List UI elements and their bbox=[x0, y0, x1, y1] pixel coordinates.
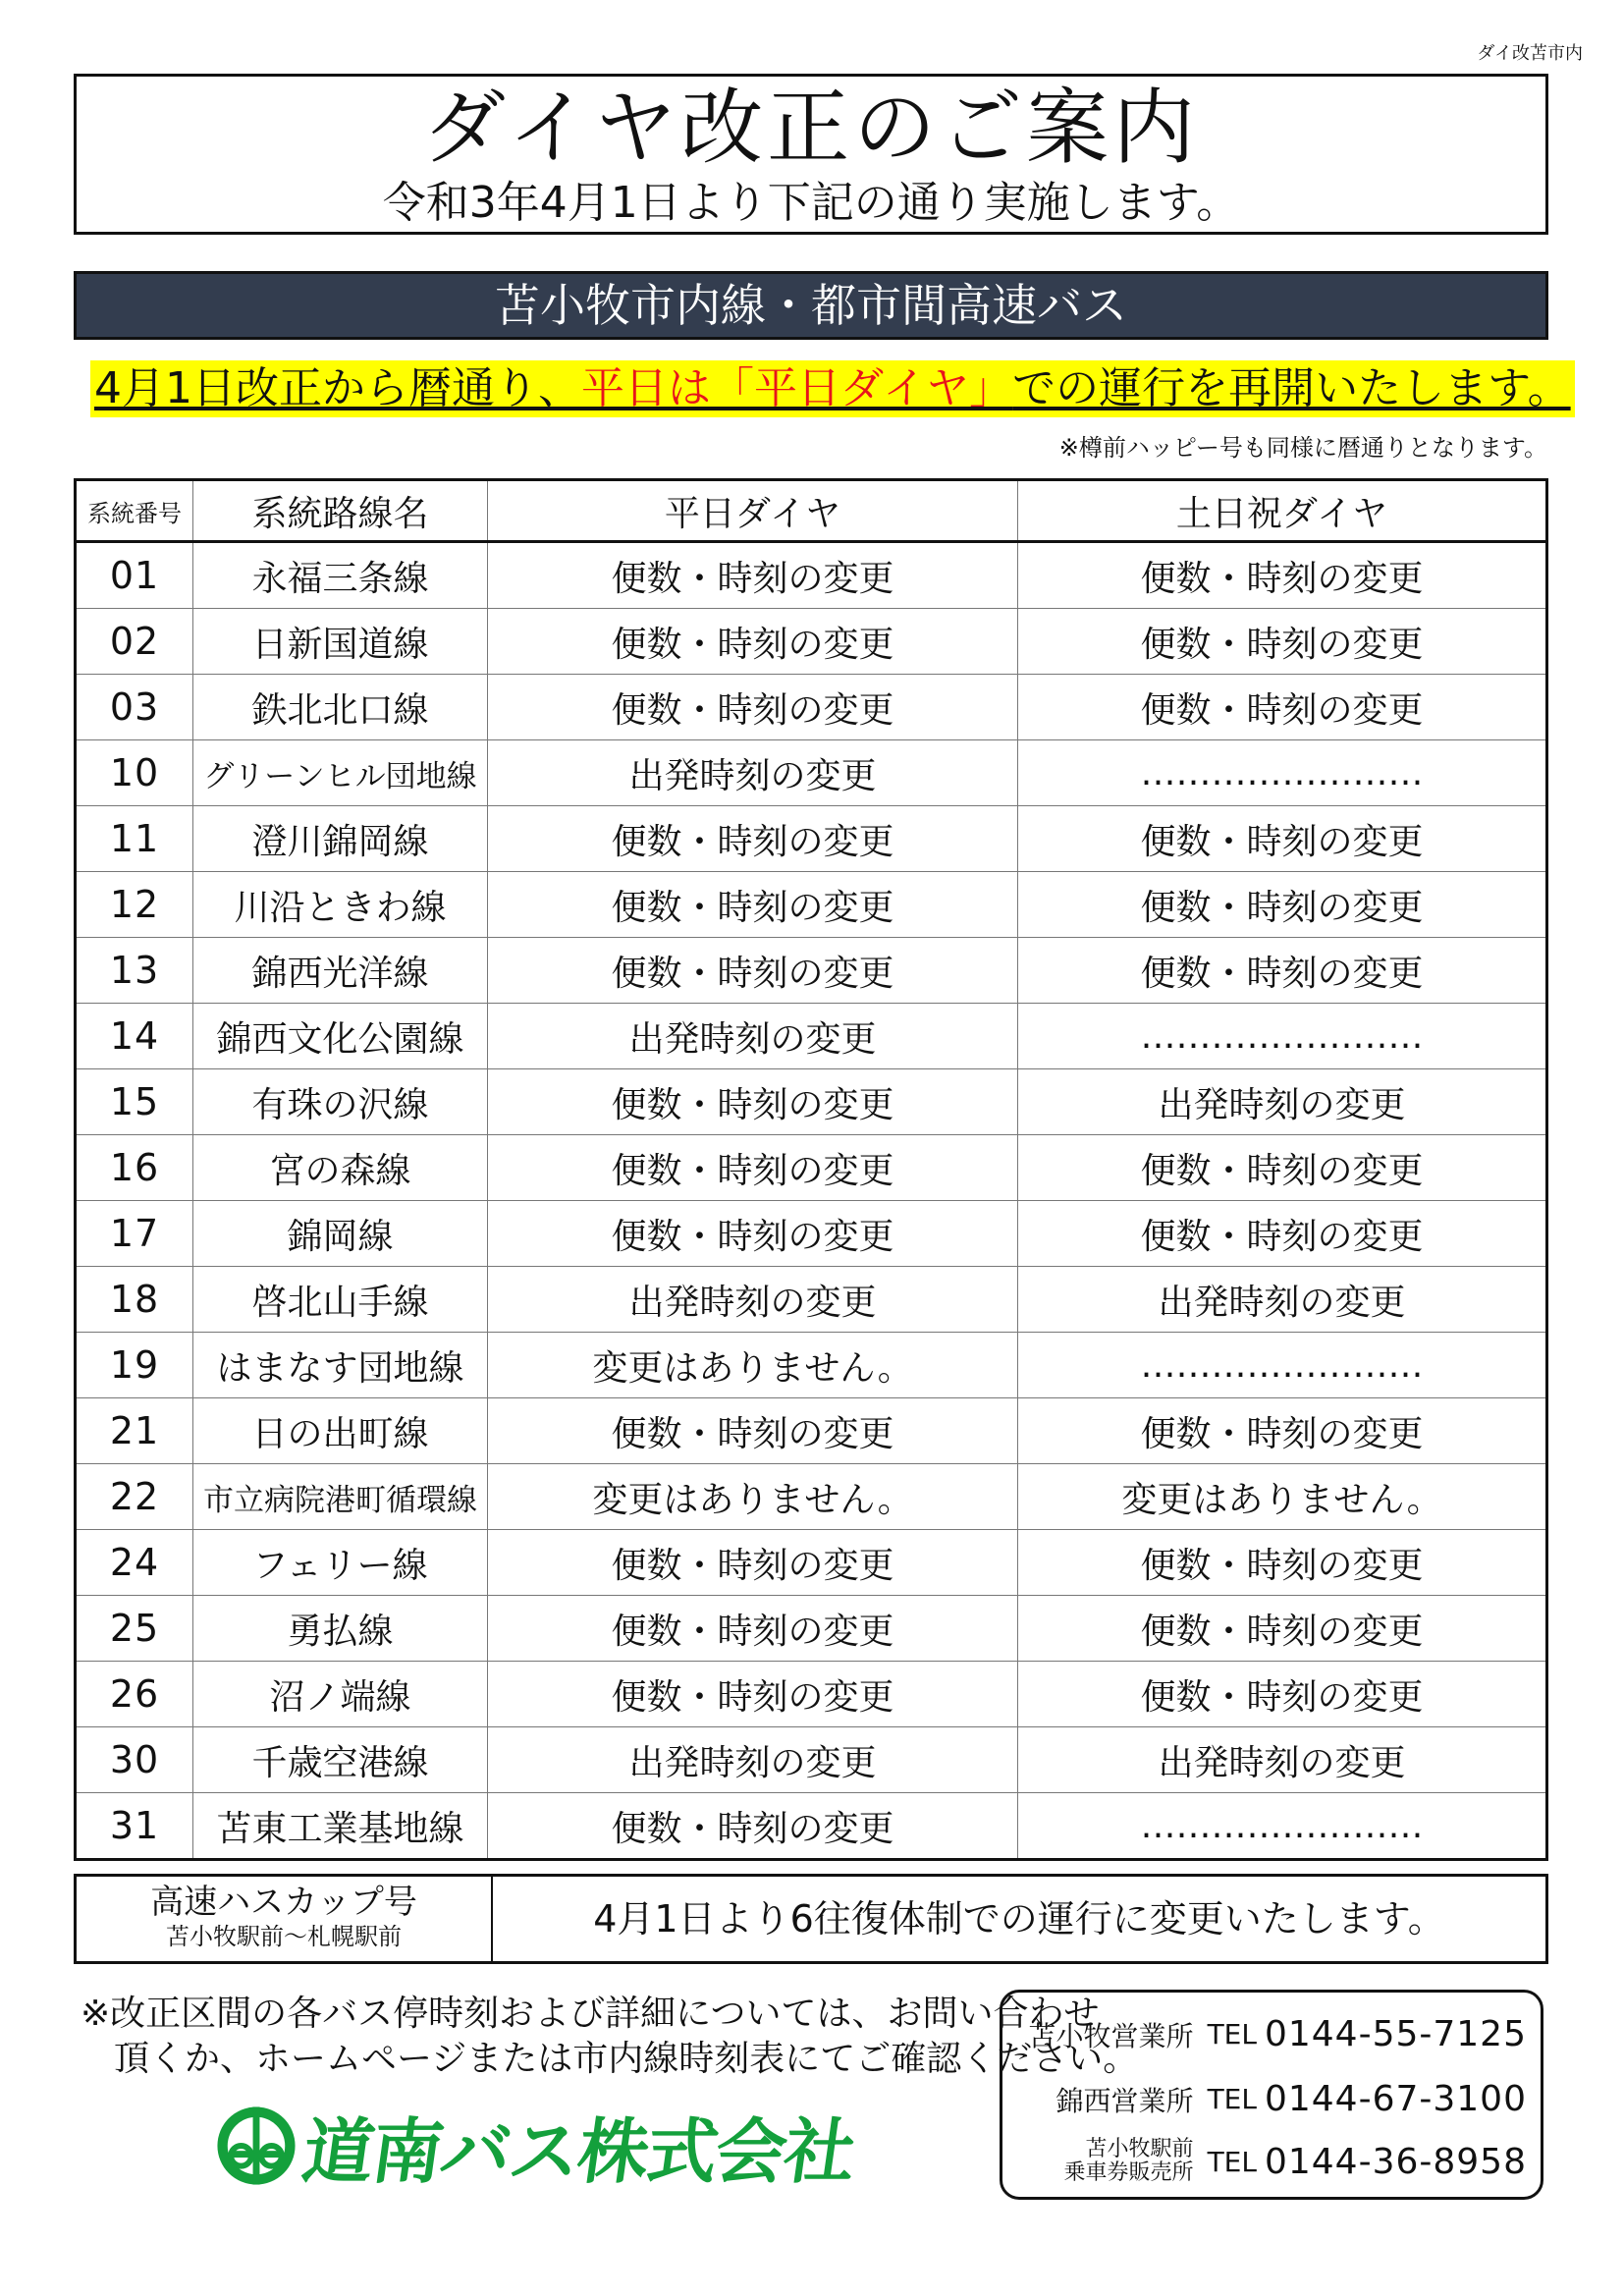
table-row bbox=[76, 1727, 1547, 1793]
notice-part1: 4月1日改正から暦通り、 bbox=[94, 363, 581, 413]
hascup-name-cell bbox=[77, 1877, 493, 1961]
table-row bbox=[76, 1530, 1547, 1596]
route-name: グリーンヒル団地線 bbox=[193, 740, 488, 806]
footer-note bbox=[81, 1992, 1138, 2082]
route-name: フェリー線 bbox=[193, 1530, 488, 1596]
holiday-schedule: 便数・時刻の変更 bbox=[1018, 872, 1547, 938]
footer-note-line2: 頂くか、ホームページまたは市内線時刻表にてご確認ください。 bbox=[114, 2039, 1139, 2079]
notice-part3: での運行を再開いたします。 bbox=[1012, 363, 1571, 413]
holiday-schedule: 変更はありません。 bbox=[1018, 1464, 1547, 1530]
office-name-line1: 苫小牧駅前 bbox=[1085, 2137, 1194, 2161]
weekday-schedule: 便数・時刻の変更 bbox=[488, 1069, 1018, 1135]
table-row bbox=[76, 609, 1547, 675]
weekday-schedule: 便数・時刻の変更 bbox=[488, 675, 1018, 740]
route-name: 日の出町線 bbox=[193, 1398, 488, 1464]
holiday-schedule: 出発時刻の変更 bbox=[1018, 1069, 1547, 1135]
weekday-schedule: 出発時刻の変更 bbox=[488, 1267, 1018, 1333]
weekday-schedule: 変更はありません。 bbox=[488, 1333, 1018, 1398]
office-name: 苫小牧営業所 bbox=[1028, 2019, 1194, 2052]
weekday-schedule: 便数・時刻の変更 bbox=[488, 938, 1018, 1004]
route-number: 21 bbox=[76, 1398, 193, 1464]
route-name: 錦西文化公園線 bbox=[193, 1004, 488, 1069]
office-name-line2: 乗車券販売所 bbox=[1063, 2160, 1194, 2185]
table-row bbox=[76, 1793, 1547, 1860]
contact-box bbox=[1000, 1990, 1543, 2200]
table-header-row bbox=[76, 480, 1547, 542]
route-number: 30 bbox=[76, 1727, 193, 1793]
table-row bbox=[76, 872, 1547, 938]
notice-part2-red: 平日は「平日ダイヤ」 bbox=[581, 363, 1013, 413]
hascup-info: 4月1日より6往復体制での運行に変更いたします。 bbox=[593, 1897, 1445, 1941]
route-name: 苫東工業基地線 bbox=[193, 1793, 488, 1860]
small-note: ※樽前ハッピー号も同様に暦通りとなります。 bbox=[1058, 434, 1547, 462]
route-number: 19 bbox=[76, 1333, 193, 1398]
route-name: 市立病院港町循環線 bbox=[193, 1464, 488, 1530]
route-name: 有珠の沢線 bbox=[193, 1069, 488, 1135]
company-mark-icon bbox=[214, 2104, 298, 2188]
table-row bbox=[76, 806, 1547, 872]
page-subtitle: 令和3年4月1日より下記の通り実施します。 bbox=[382, 178, 1240, 228]
holiday-schedule: 便数・時刻の変更 bbox=[1018, 609, 1547, 675]
holiday-schedule: 便数・時刻の変更 bbox=[1018, 1135, 1547, 1201]
weekday-schedule: 出発時刻の変更 bbox=[488, 740, 1018, 806]
hascup-name: 高速ハスカップ号 bbox=[150, 1883, 417, 1922]
holiday-schedule: 出発時刻の変更 bbox=[1018, 1267, 1547, 1333]
office-name bbox=[1064, 2138, 1194, 2185]
table-row bbox=[76, 1464, 1547, 1530]
route-number: 31 bbox=[76, 1793, 193, 1860]
page-title: ダイヤ改正のご案内 bbox=[422, 80, 1200, 176]
route-number: 17 bbox=[76, 1201, 193, 1267]
table-row bbox=[76, 1267, 1547, 1333]
footer-note-line1: ※改正区間の各バス停時刻および詳細については、お問い合わせ bbox=[81, 1994, 1100, 2034]
header-route-number: 系統番号 bbox=[76, 480, 193, 542]
weekday-schedule: 便数・時刻の変更 bbox=[488, 609, 1018, 675]
holiday-schedule: …………………… bbox=[1018, 1004, 1547, 1069]
holiday-schedule: …………………… bbox=[1018, 740, 1547, 806]
weekday-schedule: 変更はありません。 bbox=[488, 1464, 1018, 1530]
company-name: 道南バス株式会社 bbox=[298, 2110, 860, 2193]
route-number: 25 bbox=[76, 1596, 193, 1662]
route-number: 15 bbox=[76, 1069, 193, 1135]
route-number: 22 bbox=[76, 1464, 193, 1530]
title-box bbox=[74, 74, 1548, 235]
weekday-schedule: 便数・時刻の変更 bbox=[488, 1201, 1018, 1267]
route-number: 26 bbox=[76, 1662, 193, 1727]
table-row bbox=[76, 1135, 1547, 1201]
route-number: 13 bbox=[76, 938, 193, 1004]
route-name: 日新国道線 bbox=[193, 609, 488, 675]
table-row bbox=[76, 740, 1547, 806]
tel-label: TEL bbox=[1207, 2083, 1257, 2115]
route-number: 02 bbox=[76, 609, 193, 675]
route-name: 錦西光洋線 bbox=[193, 938, 488, 1004]
route-number: 10 bbox=[76, 740, 193, 806]
holiday-schedule: 出発時刻の変更 bbox=[1018, 1727, 1547, 1793]
holiday-schedule: …………………… bbox=[1018, 1333, 1547, 1398]
route-number: 03 bbox=[76, 675, 193, 740]
tel-label: TEL bbox=[1207, 2145, 1257, 2178]
weekday-schedule: 便数・時刻の変更 bbox=[488, 806, 1018, 872]
contact-row bbox=[1064, 2138, 1527, 2185]
tel-number[interactable]: 0144-36-8958 bbox=[1264, 2141, 1527, 2182]
route-number: 24 bbox=[76, 1530, 193, 1596]
tel-number[interactable]: 0144-55-7125 bbox=[1264, 2014, 1527, 2054]
table-row bbox=[76, 1662, 1547, 1727]
holiday-schedule: 便数・時刻の変更 bbox=[1018, 938, 1547, 1004]
weekday-schedule: 便数・時刻の変更 bbox=[488, 542, 1018, 609]
section-band: 苫小牧市内線・都市間高速バス bbox=[74, 271, 1548, 340]
weekday-schedule: 便数・時刻の変更 bbox=[488, 1530, 1018, 1596]
route-name: 千歳空港線 bbox=[193, 1727, 488, 1793]
route-number: 12 bbox=[76, 872, 193, 938]
table-row bbox=[76, 1004, 1547, 1069]
header-route-name: 系統路線名 bbox=[193, 480, 488, 542]
holiday-schedule: 便数・時刻の変更 bbox=[1018, 1398, 1547, 1464]
hascup-box bbox=[74, 1874, 1548, 1964]
table-row bbox=[76, 938, 1547, 1004]
table-row bbox=[76, 675, 1547, 740]
contact-row bbox=[1056, 2079, 1527, 2119]
header-holiday: 土日祝ダイヤ bbox=[1018, 480, 1547, 542]
document-code: ダイ改苫市内 bbox=[1477, 43, 1583, 64]
route-number: 01 bbox=[76, 542, 193, 609]
route-name: 沼ノ端線 bbox=[193, 1662, 488, 1727]
holiday-schedule: 便数・時刻の変更 bbox=[1018, 675, 1547, 740]
route-name: 啓北山手線 bbox=[193, 1267, 488, 1333]
routes-table bbox=[74, 478, 1548, 1861]
route-name: 宮の森線 bbox=[193, 1135, 488, 1201]
route-number: 16 bbox=[76, 1135, 193, 1201]
holiday-schedule: 便数・時刻の変更 bbox=[1018, 806, 1547, 872]
route-name: 川沿ときわ線 bbox=[193, 872, 488, 938]
route-name: 永福三条線 bbox=[193, 542, 488, 609]
weekday-schedule: 便数・時刻の変更 bbox=[488, 1135, 1018, 1201]
weekday-schedule: 便数・時刻の変更 bbox=[488, 1398, 1018, 1464]
weekday-schedule: 出発時刻の変更 bbox=[488, 1727, 1018, 1793]
header-weekday: 平日ダイヤ bbox=[488, 480, 1018, 542]
weekday-schedule: 便数・時刻の変更 bbox=[488, 1596, 1018, 1662]
holiday-schedule: 便数・時刻の変更 bbox=[1018, 1201, 1547, 1267]
table-row bbox=[76, 542, 1547, 609]
table-row bbox=[76, 1398, 1547, 1464]
route-name: 澄川錦岡線 bbox=[193, 806, 488, 872]
holiday-schedule: 便数・時刻の変更 bbox=[1018, 1662, 1547, 1727]
weekday-schedule: 便数・時刻の変更 bbox=[488, 1793, 1018, 1860]
holiday-schedule: 便数・時刻の変更 bbox=[1018, 542, 1547, 609]
weekday-schedule: 便数・時刻の変更 bbox=[488, 1662, 1018, 1727]
tel-label: TEL bbox=[1207, 2018, 1257, 2050]
holiday-schedule: …………………… bbox=[1018, 1793, 1547, 1860]
weekday-schedule: 出発時刻の変更 bbox=[488, 1004, 1018, 1069]
contact-row bbox=[1029, 2014, 1527, 2054]
tel-number[interactable]: 0144-67-3100 bbox=[1264, 2079, 1527, 2119]
table-row bbox=[76, 1596, 1547, 1662]
hascup-route: 苫小牧駅前～札幌駅前 bbox=[166, 1923, 402, 1950]
table-row bbox=[76, 1333, 1547, 1398]
route-number: 11 bbox=[76, 806, 193, 872]
route-name: はまなす団地線 bbox=[193, 1333, 488, 1398]
holiday-schedule: 便数・時刻の変更 bbox=[1018, 1530, 1547, 1596]
table-row bbox=[76, 1201, 1547, 1267]
route-number: 14 bbox=[76, 1004, 193, 1069]
route-name: 勇払線 bbox=[193, 1596, 488, 1662]
office-name: 錦西営業所 bbox=[1056, 2084, 1194, 2117]
holiday-schedule: 便数・時刻の変更 bbox=[1018, 1596, 1547, 1662]
route-name: 鉄北北口線 bbox=[193, 675, 488, 740]
route-number: 18 bbox=[76, 1267, 193, 1333]
company-logo bbox=[214, 2102, 860, 2193]
weekday-schedule: 便数・時刻の変更 bbox=[488, 872, 1018, 938]
table-row bbox=[76, 1069, 1547, 1135]
notice-highlight bbox=[90, 360, 1575, 417]
route-name: 錦岡線 bbox=[193, 1201, 488, 1267]
